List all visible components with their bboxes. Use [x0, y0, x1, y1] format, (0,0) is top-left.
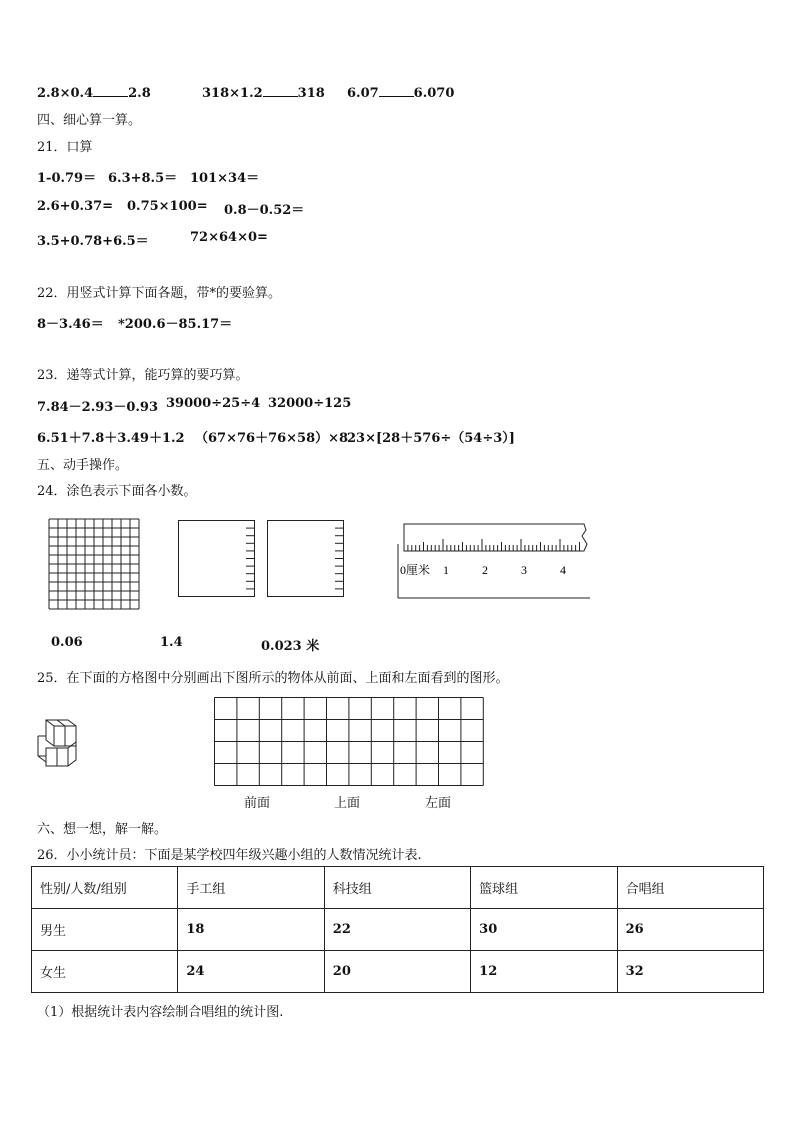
drawing-grid[interactable] — [214, 697, 484, 787]
table-cell: 12 — [471, 951, 617, 993]
q23-title: 23．递等式计算，能巧算的要巧算。 — [37, 368, 249, 383]
q21-title: 21．口算 — [37, 140, 93, 155]
compare-3-left: 6.07 — [347, 86, 379, 101]
q26-title: 26．小小统计员：下面是某学校四年级兴趣小组的人数情况统计表. — [37, 848, 422, 863]
compare-2-right: 318 — [297, 86, 325, 101]
unit-square-left[interactable] — [178, 520, 258, 600]
compare-row-2 — [202, 84, 325, 101]
table-cell: 18 — [178, 909, 324, 951]
q22-title: 22．用竖式计算下面各题，带*的要验算。 — [37, 286, 282, 301]
section-4-title: 四、细心算一算。 — [37, 113, 142, 128]
q24-title: 24．涂色表示下面各小数。 — [37, 484, 197, 499]
table-header-cell: 篮球组 — [471, 867, 617, 909]
ruler-tick-label: 4 — [560, 563, 566, 577]
q22-item: 8－3.46＝ — [37, 317, 104, 332]
table-header-cell: 手工组 — [178, 867, 324, 909]
q23-item: 39000÷25÷4 — [166, 396, 261, 411]
table-cell: 22 — [324, 909, 470, 951]
table-cell: 30 — [471, 909, 617, 951]
stats-table — [31, 866, 764, 993]
table-cell: 24 — [178, 951, 324, 993]
table-cell: 女生 — [32, 951, 178, 993]
unit-square-right[interactable] — [267, 520, 347, 600]
table-header-cell: 性别/人数/组别 — [32, 867, 178, 909]
table-header-cell: 合唱组 — [617, 867, 763, 909]
q21-item: 1-0.79＝ — [37, 171, 97, 186]
ruler-tick-label: 3 — [521, 563, 527, 577]
table-cell: 男生 — [32, 909, 178, 951]
compare-2-left: 318×1.2 — [202, 86, 263, 101]
ruler-tick-label: 1 — [443, 563, 449, 577]
table-cell: 32 — [617, 951, 763, 993]
q21-item: 72×64×0= — [190, 230, 268, 245]
q23-item: 23×[28＋576÷（54÷3）] — [347, 431, 515, 446]
q21-item: 0.8－0.52＝ — [224, 203, 305, 218]
compare-1-left: 2.8×0.4 — [37, 86, 94, 101]
grid-label-top: 上面 — [334, 796, 361, 811]
q21-item: 6.3+8.5＝ — [108, 171, 178, 186]
compare-1-right: 2.8 — [128, 86, 151, 101]
q25-title: 25．在下面的方格图中分别画出下图所示的物体从前面、上面和左面看到的图形。 — [37, 671, 509, 686]
q21-item: 101×34＝ — [190, 171, 260, 186]
answer-blank[interactable] — [263, 84, 298, 97]
table-row — [32, 951, 764, 993]
compare-row-3 — [347, 84, 454, 101]
table-cell: 20 — [324, 951, 470, 993]
q22-item: *200.6－85.17＝ — [118, 317, 233, 332]
table-cell: 26 — [617, 909, 763, 951]
cube-stack-figure — [36, 716, 82, 772]
answer-blank[interactable] — [93, 84, 128, 97]
q23-item: 32000÷125 — [268, 396, 352, 411]
q23-item: 6.51＋7.8＋3.49＋1.2 — [37, 431, 185, 446]
compare-3-right: 6.070 — [413, 86, 455, 101]
ruler[interactable] — [396, 520, 592, 600]
answer-blank[interactable] — [379, 84, 414, 97]
decimal-label: 0.06 — [51, 635, 83, 650]
table-row — [32, 909, 764, 951]
q21-item: 0.75×100= — [127, 199, 208, 214]
q23-item: 7.84－2.93－0.93 — [37, 400, 158, 415]
q21-item: 2.6+0.37= — [37, 199, 114, 214]
decimal-label: 1.4 — [160, 635, 183, 650]
compare-row — [37, 84, 151, 101]
hundred-grid[interactable] — [48, 518, 140, 610]
section-6-title: 六、想一想，解一解。 — [37, 822, 168, 837]
table-header-cell: 科技组 — [324, 867, 470, 909]
q21-item: 3.5+0.78+6.5＝ — [37, 234, 149, 249]
ruler-tick-label: 2 — [482, 563, 488, 577]
decimal-label: 0.023 米 — [261, 639, 320, 654]
q26-sub1: （1）根据统计表内容绘制合唱组的统计图. — [37, 1005, 284, 1020]
grid-label-front: 前面 — [244, 796, 271, 811]
grid-label-left: 左面 — [425, 796, 452, 811]
q23-item: （67×76＋76×58）×8 — [195, 431, 349, 446]
section-5-title: 五、动手操作。 — [37, 458, 129, 473]
table-header-row — [32, 867, 764, 909]
ruler-unit-label: 0厘米 — [400, 563, 431, 577]
